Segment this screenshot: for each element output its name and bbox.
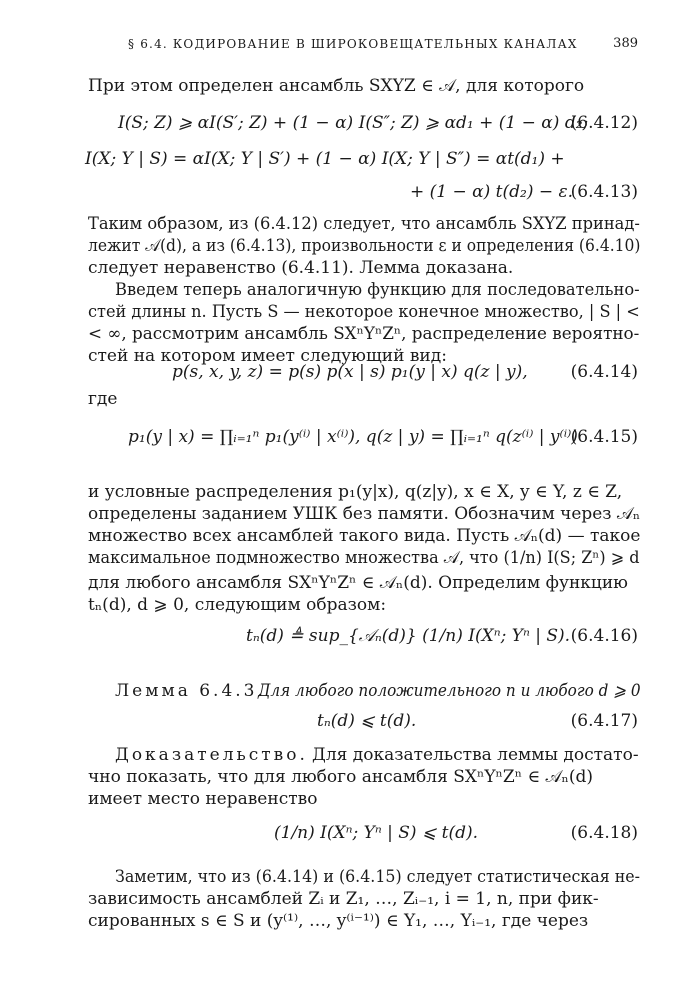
text-line: множество всех ансамблей такого вида. Пусть 𝒜ₙ(d) — такое [88, 526, 641, 546]
text-line: для любого ансамбля SXⁿYⁿZⁿ ∈ 𝒜ₙ(d). Определим функцию [88, 573, 628, 593]
running-header: § 6.4. КОДИРОВАНИЕ В ШИРОКОВЕЩАТЕЛЬНЫХ КАНАЛАХ [128, 37, 578, 51]
text-line: стей длины n. Пусть S — некоторое конечное множество, | S | < [88, 302, 640, 322]
text-line: лежит 𝒜(d), а из (6.4.13), произвольности ε и определения (6.4.10) [88, 236, 641, 256]
text-line: < ∞, рассмотрим ансамбль SXⁿYⁿZⁿ, распределение вероятно- [88, 324, 640, 344]
text-line: имеет место неравенство [88, 789, 318, 809]
lemma-label: Лемма 6.4.3. [115, 681, 266, 701]
equation-number: (6.4.13) [570, 182, 638, 202]
equation-6-4-14: p(s, x, y, z) = p(s) p(x | s) p₁(y | x) q(z | y), [172, 362, 528, 382]
text-line: Для доказательства леммы достато- [312, 745, 639, 765]
equation-number: (6.4.12) [570, 113, 638, 133]
proof-label: Доказательство. [115, 745, 308, 765]
text-line: tₙ(d), d ⩾ 0, следующим образом: [88, 595, 387, 615]
page-number: 389 [613, 36, 638, 51]
text-line: следует неравенство (6.4.11). Лемма доказана. [88, 258, 514, 278]
text-line: определены заданием УШК без памяти. Обозначим через 𝒜ₙ [88, 504, 641, 524]
text-line: максимальное подмножество множества 𝒜, что (1/n) I(S; Zⁿ) ⩾ d [88, 548, 640, 568]
equation-number: (6.4.17) [570, 711, 638, 731]
text-line: стей на котором имеет следующий вид: [88, 346, 447, 366]
text-line: Таким образом, из (6.4.12) следует, что ансамбль SXYZ принад- [88, 214, 640, 234]
equation-number: (6.4.16) [570, 626, 638, 646]
equation-6-4-13: I(X; Y | S) = αI(X; Y | S′) + (1 − α) I(X; Y | S″) = αt(d₁) + [85, 149, 565, 169]
text-line: чно показать, что для любого ансамбля SXⁿYⁿZⁿ ∈ 𝒜ₙ(d) [88, 767, 594, 787]
equation-number: (6.4.18) [570, 823, 638, 843]
equation-6-4-12: I(S; Z) ⩾ αI(S′; Z) + (1 − α) I(S″; Z) ⩾ αd₁ + (1 − α) d₂; [118, 113, 589, 133]
equation-6-4-17: tₙ(d) ⩽ t(d). [317, 711, 417, 731]
text-line: где [88, 389, 118, 409]
equation-6-4-16: tₙ(d) ≜ sup_{𝒜ₙ(d)} (1/n) I(Xⁿ; Yⁿ | S). [246, 626, 571, 646]
text-line: сированных s ∈ S и (y⁽¹⁾, …, y⁽ⁱ⁻¹⁾) ∈ Y₁, …, Yᵢ₋₁, где через [88, 911, 589, 931]
equation-number: (6.4.14) [570, 362, 638, 382]
text-line: зависимость ансамблей Zᵢ и Z₁, …, Zᵢ₋₁, i = 1, n, при фик- [88, 889, 599, 909]
text-line: Заметим, что из (6.4.14) и (6.4.15) следует статистическая не- [115, 867, 640, 887]
text-line: и условные распределения p₁(y|x), q(z|y), x ∈ X, y ∈ Y, z ∈ Z, [88, 482, 623, 502]
text-line: Введем теперь аналогичную функцию для последовательно- [115, 280, 640, 300]
equation-6-4-18: (1/n) I(Xⁿ; Yⁿ | S) ⩽ t(d). [274, 823, 478, 843]
text-line: При этом определен ансамбль SXYZ ∈ 𝒜, для которого [88, 76, 585, 96]
equation-6-4-13-cont: + (1 − α) t(d₂) − ε. [410, 182, 574, 202]
equation-number: (6.4.15) [570, 427, 638, 447]
lemma-statement: Для любого положительного n и любого d ⩾ 0 [258, 681, 641, 701]
equation-6-4-15: p₁(y | x) = ∏ᵢ₌₁ⁿ p₁(y⁽ⁱ⁾ | x⁽ⁱ⁾), q(z | y) = ∏ᵢ₌₁ⁿ q(z⁽ⁱ⁾ | y⁽ⁱ⁾) [128, 427, 578, 447]
